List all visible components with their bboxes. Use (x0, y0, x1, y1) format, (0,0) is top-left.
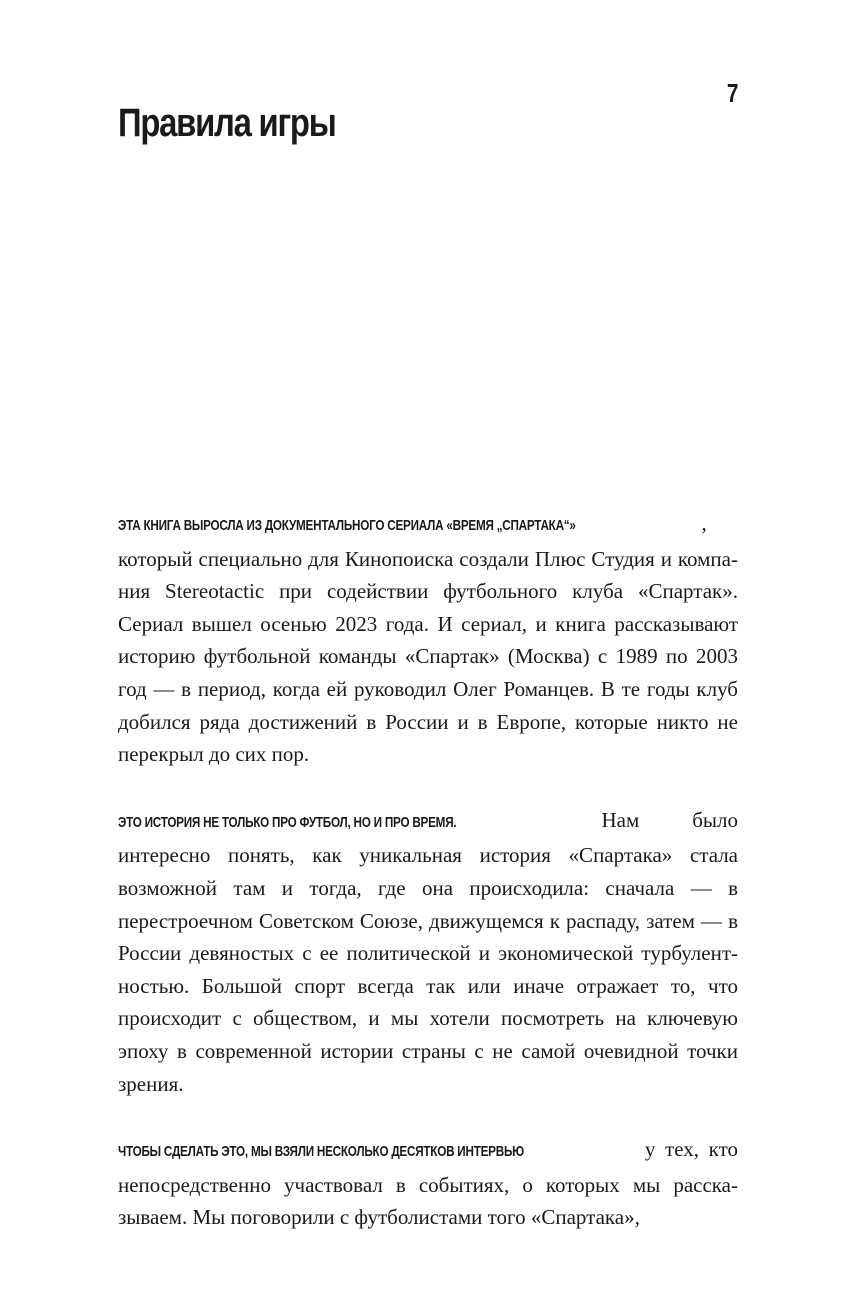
page-title: Правила игры (118, 100, 336, 145)
paragraph-interviews (118, 1133, 738, 1234)
paragraph-text: у тех, кто непосредственно участвовал в событиях, о которых мы рассказываем. Мы поговорили с футболистами того «Спартака», (118, 1137, 738, 1230)
page-number: 7 (726, 78, 738, 108)
paragraph-text: , который специально для Кинопоиска создали Плюс Студия и компания Stereotactic при содействии футбольного клуба «Спартак». Сериал вышел осенью 2023 года. И сериал, и книга рассказывают историю футбольной команды «Спартак» (Москва) с 1989 по 2003 год — в период, когда ей руководил Олег Романцев. В те годы клуб добился ряда достижений в России и в Европе, которые никто не перекрыл до сих пор. (118, 511, 738, 767)
paragraph-series-origin (118, 507, 738, 771)
body-text (118, 507, 738, 1267)
paragraph-lead-in: ЭТА КНИГА ВЫРОСЛА ИЗ ДОКУМЕНТАЛЬНОГО СЕРИАЛА «ВРЕМЯ „СПАРТАКА“» (118, 517, 576, 534)
paragraph-text: Нам было интересно понять, как уникальная история «Спартака» стала возможной там и тогда, где она происходила: сначала — в перестроечном Советском Союзе, движущемся к распаду, затем — в России девяностых с ее политической и экономической турбулентностью. Большой спорт всегда так или иначе отражает то, что происходит с обществом, и мы хотели посмотреть на ключевую эпоху в современной истории страны с не самой очевидной точки зрения. (118, 807, 738, 1096)
paragraph-about-time (118, 804, 738, 1100)
paragraph-lead-in: ЭТО ИСТОРИЯ НЕ ТОЛЬКО ПРО ФУТБОЛ, НО И ПРО ВРЕМЯ. (118, 813, 457, 831)
paragraph-lead-in: ЧТОБЫ СДЕЛАТЬ ЭТО, МЫ ВЗЯЛИ НЕСКОЛЬКО ДЕСЯТКОВ ИНТЕРВЬЮ (118, 1143, 524, 1161)
